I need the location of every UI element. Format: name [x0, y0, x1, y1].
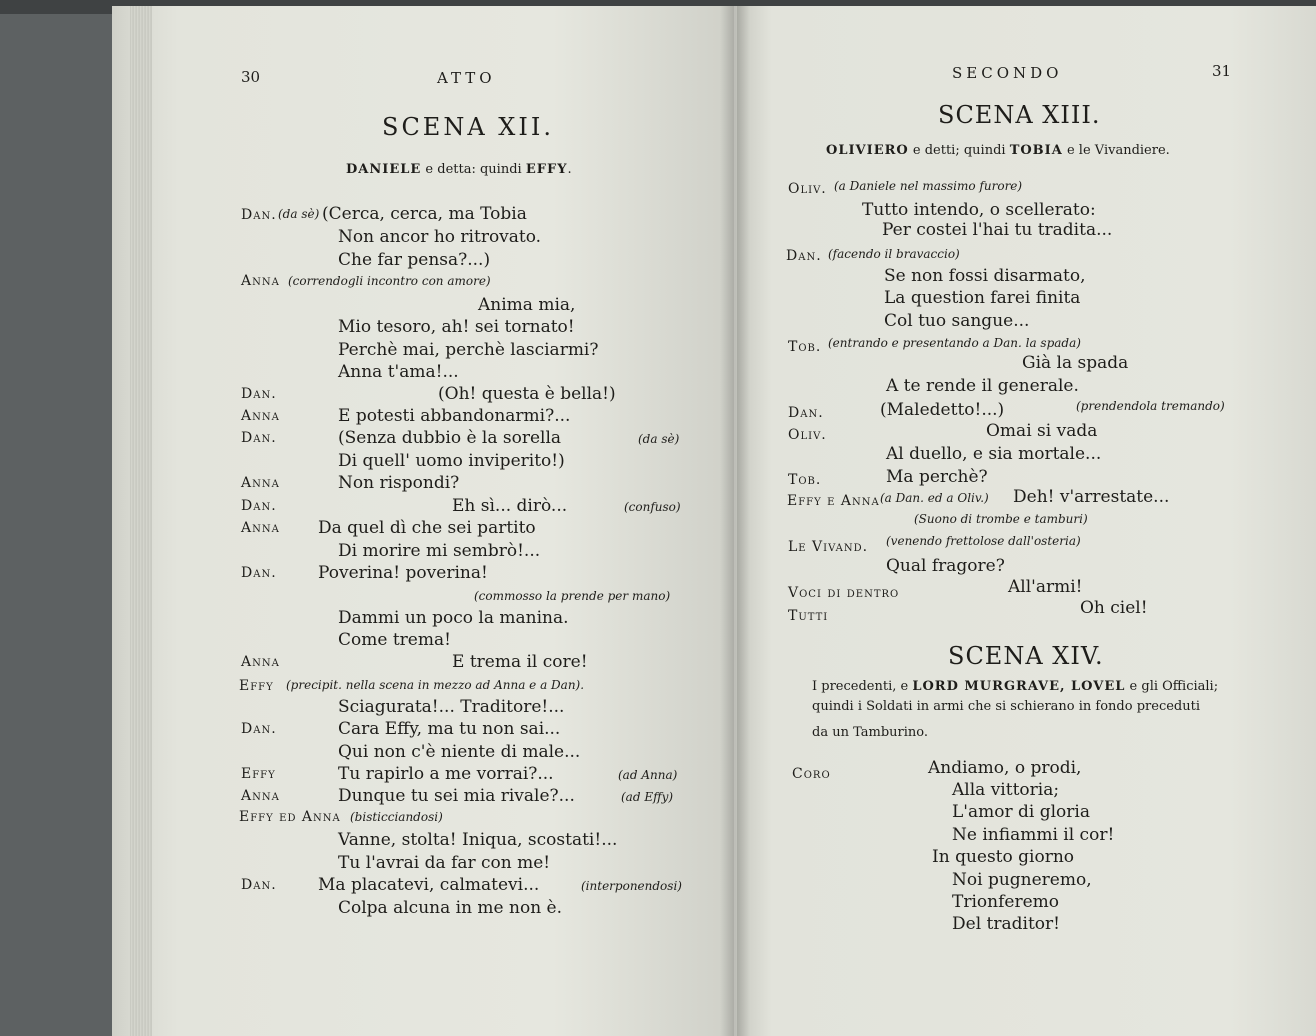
book-gutter — [720, 6, 750, 1036]
verse-line: Ne infiammi il cor! — [952, 825, 1115, 845]
speaker: Dan. — [786, 248, 822, 264]
page-number-right: 31 — [1212, 62, 1232, 80]
stage-direction: (interponendosi) — [581, 879, 682, 893]
stage-direction: (ad Anna) — [618, 768, 678, 782]
stage-direction: (venendo frettolose dall'osteria) — [886, 534, 1081, 548]
verse-line: Non rispondi? — [338, 473, 460, 493]
stage-direction: (facendo il bravaccio) — [828, 247, 960, 261]
verse-line: Col tuo sangue... — [884, 311, 1030, 331]
speaker: Anna — [241, 475, 280, 491]
speaker: Effy e Anna — [787, 493, 880, 509]
stage-direction: (ad Effy) — [621, 790, 674, 804]
verse-line: Tu l'avrai da far con me! — [338, 853, 551, 873]
speaker: Oliv. — [788, 427, 827, 443]
background-left — [0, 0, 118, 1036]
verse-line: Ma perchè? — [886, 467, 988, 487]
speaker: Dan. — [241, 386, 277, 402]
speaker: Tob. — [788, 339, 822, 355]
verse-line: Oh ciel! — [1080, 598, 1148, 618]
verse-line: Qui non c'è niente di male... — [338, 742, 581, 762]
verse-line: Deh! v'arrestate... — [1013, 487, 1170, 507]
speaker: Coro — [792, 766, 831, 782]
scene-description-xiv: I precedenti, e LORD MURGRAVE, LOVEL e gli Officiali; — [812, 679, 1219, 694]
speaker: Dan. — [241, 721, 277, 737]
running-head-left: ATTO — [437, 69, 496, 87]
verse-line: Noi pugneremo, — [952, 870, 1092, 890]
speaker: Dan. — [241, 565, 277, 581]
verse-line: Non ancor ho ritrovato. — [338, 227, 542, 247]
stage-direction: (entrando e presentando a Dan. la spada) — [828, 336, 1081, 350]
verse-line: Trionferemo — [952, 892, 1059, 912]
verse-line: Omai si vada — [986, 421, 1098, 441]
speaker: Le Vivand. — [788, 539, 869, 555]
verse-line: Di morire mi sembrò!... — [338, 541, 541, 561]
scene-title-xiii: SCENA XIII. — [938, 101, 1101, 129]
stage-direction: (Suono di trombe e tamburi) — [914, 512, 1088, 526]
open-book — [112, 6, 1316, 1036]
verse-line: Qual fragore? — [886, 556, 1005, 576]
stage-direction: (a Dan. ed a Oliv.) — [880, 491, 989, 505]
verse-line: Cara Effy, ma tu non sai... — [338, 719, 561, 739]
verse-line: Se non fossi disarmato, — [884, 266, 1086, 286]
stage-direction: (bisticciandosi) — [350, 810, 443, 824]
verse-line: (Cerca, cerca, ma Tobia — [322, 204, 527, 224]
verse-line: A te rende il generale. — [886, 376, 1079, 396]
verse-line: Tutto intendo, o scellerato: — [862, 200, 1096, 220]
verse-line: Dunque tu sei mia rivale?... — [338, 786, 575, 806]
scene-title-xii: SCENA XII. — [382, 113, 554, 141]
scene-description-xiv: da un Tamburino. — [812, 725, 928, 740]
verse-line: E potesti abbandonarmi?... — [338, 406, 571, 426]
verse-line: Sciagurata!... Traditore!... — [338, 697, 565, 717]
verse-line: Perchè mai, perchè lasciarmi? — [338, 340, 599, 360]
verse-line: (Senza dubbio è la sorella — [338, 428, 562, 448]
stage-direction: (da sè) — [278, 207, 320, 221]
verse-line: Anima mia, — [478, 295, 576, 315]
verse-line: (Maledetto!...) — [880, 400, 1005, 420]
speaker: Anna — [241, 654, 280, 670]
scene-title-xiv: SCENA XIV. — [948, 642, 1104, 670]
verse-line: Per costei l'hai tu tradita... — [882, 220, 1113, 240]
stage-direction: (a Daniele nel massimo furore) — [834, 179, 1023, 193]
verse-line: Andiamo, o prodi, — [928, 758, 1082, 778]
verse-line: Vanne, stolta! Iniqua, scostati!... — [338, 830, 618, 850]
verse-line: Del traditor! — [952, 914, 1060, 934]
verse-line: Già la spada — [1022, 353, 1129, 373]
verse-line: Al duello, e sia mortale... — [886, 444, 1102, 464]
cast-line-xii: DANIELE e detta: quindi EFFY. — [346, 162, 572, 177]
verse-line: Alla vittoria; — [952, 780, 1060, 800]
speaker: Anna — [241, 788, 280, 804]
verse-line: Che far pensa?...) — [338, 250, 491, 270]
speaker: Dan. — [241, 498, 277, 514]
speaker: Dan. — [788, 405, 824, 421]
verse-line: Mio tesoro, ah! sei tornato! — [338, 317, 575, 337]
page-number-left: 30 — [241, 68, 261, 86]
verse-line: Di quell' uomo inviperito!) — [338, 451, 565, 471]
speaker: Dan. — [241, 207, 277, 223]
stage-direction: (commosso la prende per mano) — [474, 589, 671, 603]
page-edges — [130, 6, 152, 1036]
speaker: Effy — [239, 678, 274, 694]
cast-line-xiii: OLIVIERO e detti; quindi TOBIA e le Vivandiere. — [826, 143, 1170, 158]
speaker: Tutti — [788, 608, 829, 624]
running-head-right: SECONDO — [952, 64, 1063, 82]
verse-line: Tu rapirlo a me vorrai?... — [338, 764, 554, 784]
verse-line: Eh sì... dirò... — [452, 496, 568, 516]
stage-direction: (precipit. nella scena in mezzo ad Anna e a Dan). — [286, 678, 585, 692]
stage-direction: (prendendola tremando) — [1076, 399, 1225, 413]
speaker: Tob. — [788, 472, 822, 488]
speaker: Voci di dentro — [788, 585, 900, 601]
verse-line: Poverina! poverina! — [318, 563, 488, 583]
verse-line: L'amor di gloria — [952, 802, 1090, 822]
speaker: Anna — [241, 408, 280, 424]
stage-direction: (da sè) — [638, 432, 680, 446]
speaker: Effy ed Anna — [239, 809, 341, 825]
speaker: Oliv. — [788, 181, 827, 197]
verse-line: Ma placatevi, calmatevi... — [318, 875, 540, 895]
verse-line: In questo giorno — [932, 847, 1075, 867]
scene-description-xiv: quindi i Soldati in armi che si schierano in fondo preceduti — [812, 699, 1200, 714]
verse-line: Dammi un poco la manina. — [338, 608, 569, 628]
verse-line: E trema il core! — [452, 652, 588, 672]
verse-line: La question farei finita — [884, 288, 1081, 308]
verse-line: All'armi! — [1008, 577, 1083, 597]
verse-line: Anna t'ama!... — [338, 362, 459, 382]
speaker: Dan. — [241, 430, 277, 446]
speaker: Anna — [241, 520, 280, 536]
verse-line: Colpa alcuna in me non è. — [338, 898, 563, 918]
verse-line: Come trema! — [338, 630, 451, 650]
speaker: Dan. — [241, 877, 277, 893]
verse-line: (Oh! questa è bella!) — [438, 384, 616, 404]
stage-direction: (confuso) — [624, 500, 681, 514]
speaker: Anna — [241, 273, 280, 289]
speaker: Effy — [241, 766, 276, 782]
stage-direction: (correndogli incontro con amore) — [288, 274, 491, 288]
verse-line: Da quel dì che sei partito — [318, 518, 536, 538]
